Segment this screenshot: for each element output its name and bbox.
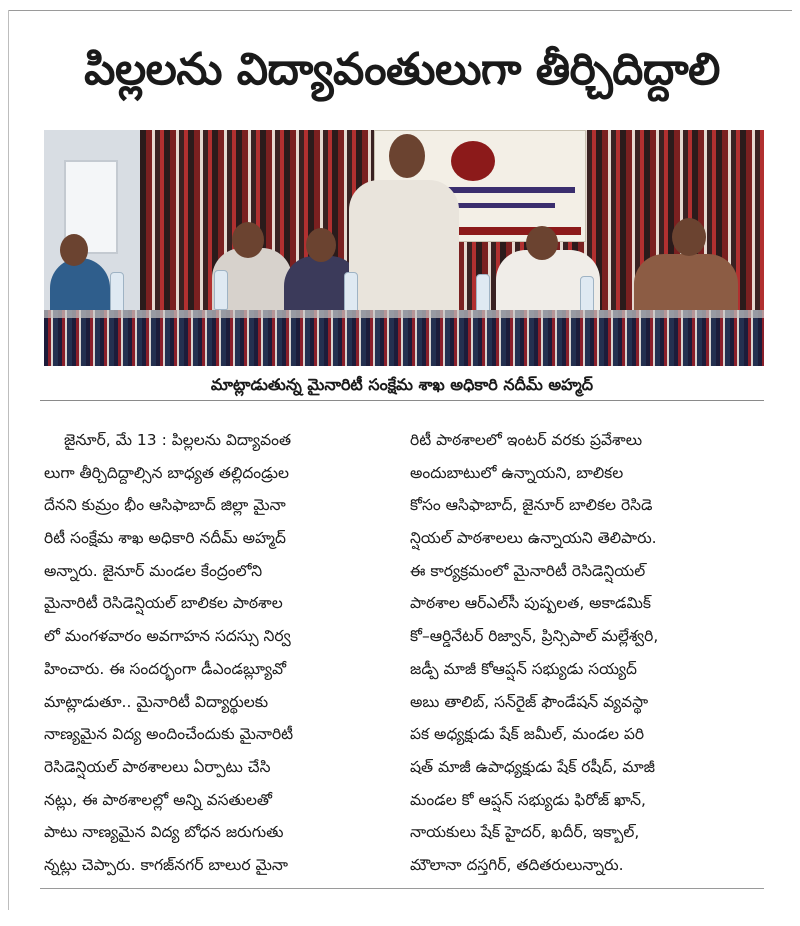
photo-caption: మాట్లాడుతున్న మైనారిటీ సంక్షేమ శాఖ అధికారి నదీమ్ అహ్మద్ [210, 375, 594, 394]
person-2-head [232, 222, 264, 258]
text-line: కోసం ఆసిఫాబాద్, జైనూర్ బాలికల రెసిడె [410, 496, 653, 515]
text-line: రిటీ పాఠశాలలో ఇంటర్ వరకు ప్రవేశాలు [410, 431, 643, 449]
text-line: దేనని కుమ్రం భీం ఆసిఫాబాద్ జిల్లా మైనా [44, 496, 286, 515]
water-bottle [214, 270, 228, 310]
text-line: లుగా తీర్చిదిద్దాల్సిన బాధ్యత తల్లిదండ్రుల [44, 463, 289, 482]
water-bottle [344, 272, 358, 312]
text-line: నట్లు, ఈ పాఠశాలల్లో అన్ని వసతులతో [44, 790, 273, 809]
headline: పిల్లలను విద్యావంతులుగా తీర్చిదిద్దాలి [84, 44, 720, 95]
person-6-head [672, 218, 706, 256]
text-line: రెసిడెన్షియల్ పాఠశాలలు ఏర్పాటు చేసి [44, 757, 271, 776]
bottom-rule [40, 888, 764, 889]
caption-rule [40, 400, 764, 401]
water-bottle [476, 274, 490, 314]
photo-table-edge [44, 310, 764, 318]
person-left [50, 258, 110, 318]
left-rule [8, 10, 9, 910]
text-line: న్షియల్ పాఠశాలలు ఉన్నాయని తెలిపారు. [410, 529, 657, 548]
text-line: పక అధ్యక్షుడు షేక్ జమీల్, మండల పరి [410, 725, 645, 744]
person-5-head [526, 226, 558, 260]
text-line: జడ్పీ మాజీ కోఆప్షన్ సభ్యుడు సయ్యద్ [410, 659, 637, 678]
top-rule [8, 10, 792, 11]
text-line: రిటీ సంక్షేమ శాఖ అధికారి నదీమ్ అహ్మద్ [44, 529, 286, 548]
article-column-right [410, 424, 764, 882]
text-line: నాణ్యమైన విద్య అందించేందుకు మైనారిటీ [44, 725, 294, 744]
text-line: నాయకులు షేక్ హైదర్, ఖదీర్, ఇక్బాల్, [410, 823, 640, 842]
text-line: న్నట్లు చెప్పారు. కాగజ్‌నగర్ బాలుర మైనా [44, 855, 288, 874]
text-line: మండల కో ఆప్షన్ సభ్యుడు ఫిరోజ్ ఖాన్, [410, 790, 646, 809]
text-line: మాట్లాడుతూ.. మైనారిటీ విద్యార్థులకు [44, 692, 269, 711]
text-line: పాఠశాల ఆర్‌ఎల్‌సీ పుష్పలత, అకాడమిక్ [410, 594, 651, 613]
text-line: జైనూర్, మే 13 : పిల్లలను విద్యావంత [64, 431, 292, 449]
text-line: మౌలానా దస్తగిర్, తదితరులున్నారు. [410, 855, 624, 874]
speaker [349, 180, 459, 316]
text-line: కో–ఆర్డినేటర్ రిజ్వాన్, ప్రిన్సిపాల్ మల్లేశ్వరి, [410, 627, 659, 646]
person-6 [634, 254, 738, 318]
person-3-head [306, 228, 336, 262]
text-line: అందుబాటులో ఉన్నాయని, బాలికల [410, 463, 624, 482]
text-line: లో మంగళవారం అవగాహన సదస్సు నిర్వ [44, 627, 291, 646]
text-line: మైనారిటీ రెసిడెన్షియల్ బాలికల పాఠశాల [44, 594, 283, 613]
speaker-head [389, 134, 425, 178]
article-column-left [44, 424, 398, 882]
text-line: హించారు. ఈ సందర్భంగా డీఎండబ్ల్యూవో [44, 659, 287, 678]
photo-table [44, 310, 764, 366]
text-line: షత్ మాజీ ఉపాధ్యక్షుడు షేక్ రషీద్, మాజీ [410, 757, 655, 776]
person-left-head [60, 234, 88, 266]
text-line: ఈ కార్యక్రమంలో మైనారిటీ రెసిడెన్షియల్ [410, 561, 646, 580]
text-line: అన్నారు. జైనూర్ మండల కేంద్రంలోని [44, 561, 263, 580]
banner-emblem [451, 141, 495, 181]
water-bottle [110, 272, 124, 312]
text-line: పాటు నాణ్యమైన విద్య బోధన జరుగుతు [44, 823, 284, 842]
text-line: అబు తాలిబ్, సన్‌రైజ్ ఫౌండేషన్ వ్యవస్థా [410, 692, 649, 711]
news-photo [44, 130, 764, 366]
